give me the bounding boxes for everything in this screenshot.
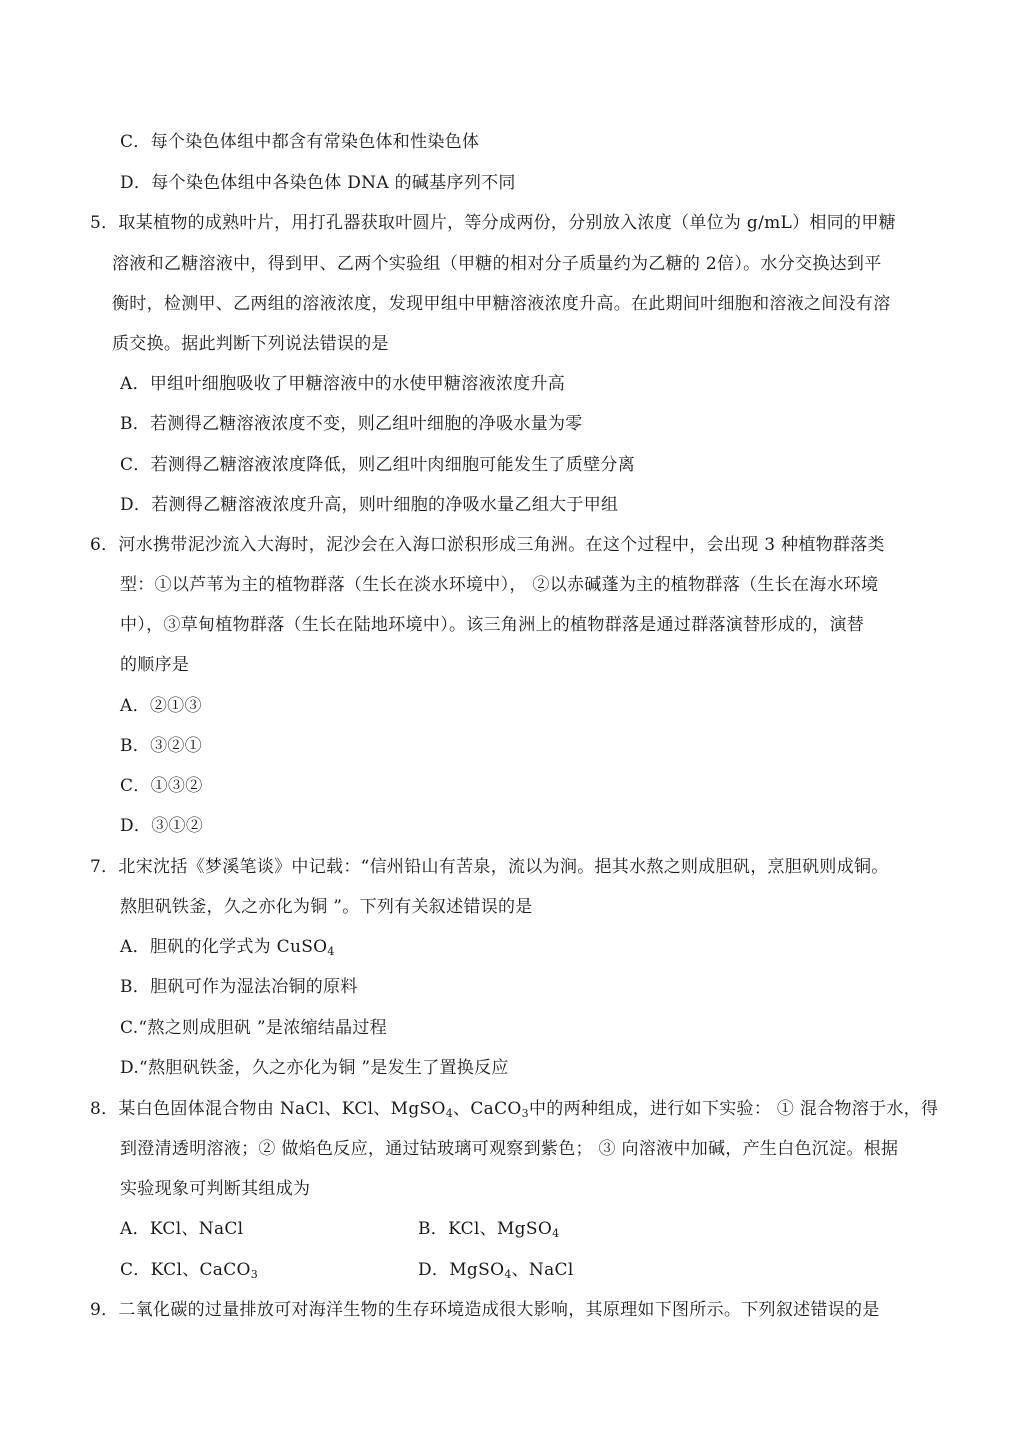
q8-option-d-subscript: 4: [504, 1268, 512, 1281]
q7-option-a: [120, 935, 335, 964]
q5-option-c: C．若测得乙糖溶液浓度降低，则乙组叶肉细胞可能发生了质壁分离: [120, 455, 636, 475]
q6-stem-line-3: 中），③草甸植物群落（生长在陆地环境中）。该三角洲上的植物群落是通过群落演替形成的，演替: [120, 615, 865, 635]
q6-option-c: C．①③②: [120, 776, 203, 796]
q8-stem-sub-2: 3: [521, 1107, 529, 1120]
q8-option-c-subscript: 3: [250, 1268, 259, 1281]
q5-stem-line-2: 溶液和乙糖溶液中，得到甲、乙两个实验组（甲糖的相对分子质量约为乙糖的 2倍）。水分交换达到平: [112, 254, 882, 274]
q7-stem-line-2: 熬胆矾铁釜，久之亦化为铜 ”。下列有关叙述错误的是: [120, 897, 533, 917]
q8-option-c-text: C．KCl、CaCO: [120, 1260, 251, 1280]
q8-option-b-subscript: 4: [552, 1227, 560, 1240]
q7-option-c: C.“熬之则成胆矾 ”是浓缩结晶过程: [120, 1018, 387, 1038]
q5-stem-line-3: 衡时，检测甲、乙两组的溶液浓度，发现甲组中甲糖溶液浓度升高。在此期间叶细胞和溶液之间没有溶: [112, 294, 891, 314]
q5-stem-line-4: 质交换。据此判断下列说法错误的是: [112, 334, 389, 354]
q7-option-a-text: A．胆矾的化学式为 CuSO: [120, 937, 328, 957]
q6-option-d: D．③①②: [120, 816, 204, 836]
q9-stem-line-1: 9．二氧化碳的过量排放可对海洋生物的生存环境造成很大影响，其原理如下图所示。下列叙述错误的是: [90, 1300, 880, 1320]
q8-stem-text-c: 中的两种组成，进行如下实验： ① 混合物溶于水，得: [528, 1099, 939, 1119]
q6-stem-line-1: 6．河水携带泥沙流入大海时，泥沙会在入海口淤积形成三角洲。在这个过程中，会出现 3 种植物群落类: [90, 535, 885, 555]
q8-stem-line-2: 到澄清透明溶液；② 做焰色反应，通过钴玻璃可观察到紫色； ③ 向溶液中加碱，产生白色沉淀。根据: [120, 1139, 899, 1159]
q5-option-b: B．若测得乙糖溶液浓度不变，则乙组叶细胞的净吸水量为零: [120, 414, 583, 434]
q8-stem-sub-1: 4: [445, 1107, 454, 1120]
q8-stem-line-1: [90, 1097, 938, 1126]
q4-option-d: D．每个染色体组中各染色体 DNA 的碱基序列不同: [120, 173, 516, 193]
q4-option-c: C．每个染色体组中都含有常染色体和性染色体: [120, 132, 480, 152]
q7-option-a-subscript: 4: [327, 945, 335, 958]
q8-stem-text-a: 8．某白色固体混合物由 NaCl、KCl、MgSO: [90, 1099, 446, 1119]
q8-option-a: A．KCl、NaCl: [120, 1219, 244, 1239]
q7-stem-line-1: 7．北宋沈括《梦溪笔谈》中记载：“信州铅山有苦泉，流以为涧。挹其水熬之则成胆矾，烹胆矾则成铜。: [90, 857, 889, 877]
q7-option-d: D.“熬胆矾铁釜，久之亦化为铜 ”是发生了置换反应: [120, 1058, 509, 1078]
q6-option-a: A．②①③: [120, 696, 202, 716]
q8-stem-text-b: 、CaCO: [453, 1099, 522, 1119]
q8-option-d-text-post: 、NaCl: [511, 1260, 574, 1280]
q5-stem-line-1: 5．取某植物的成熟叶片，用打孔器获取叶圆片，等分成两份，分别放入浓度（单位为 g/mL）相同的甲糖: [90, 213, 896, 233]
q8-option-b: [418, 1217, 559, 1246]
q8-option-d-text: D．MgSO: [418, 1260, 505, 1280]
q5-option-a: A．甲组叶细胞吸收了甲糖溶液中的水使甲糖溶液浓度升高: [120, 374, 566, 394]
q7-option-b: B．胆矾可作为湿法冶铜的原料: [120, 977, 358, 997]
q6-stem-line-2: 型：①以芦苇为主的植物群落（生长在淡水环境中）， ②以赤碱蓬为主的植物群落（生长在海水环境: [120, 575, 879, 595]
q5-option-d: D．若测得乙糖溶液浓度升高，则叶细胞的净吸水量乙组大于甲组: [120, 495, 619, 515]
q6-stem-line-4: 的顺序是: [120, 655, 190, 675]
q6-option-b: B．③②①: [120, 736, 202, 756]
q8-stem-line-3: 实验现象可判断其组成为: [120, 1179, 311, 1199]
q8-option-c: [120, 1258, 258, 1287]
q8-option-d: [418, 1258, 574, 1287]
q8-option-b-text: B．KCl、MgSO: [418, 1219, 553, 1239]
